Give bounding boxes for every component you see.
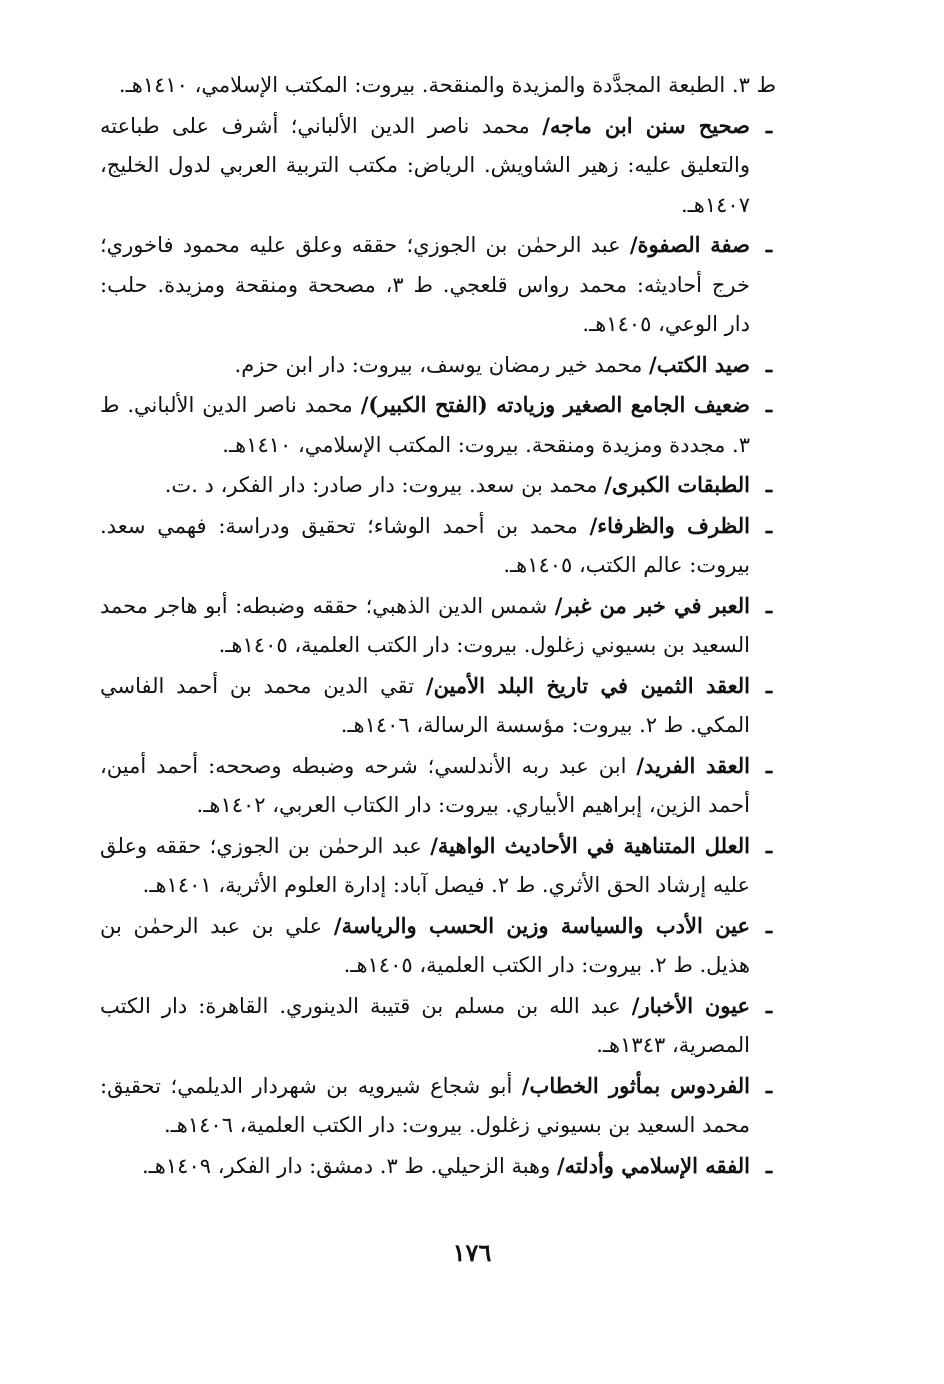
bullet-dash: ـ <box>765 912 773 938</box>
bullet-dash: ـ <box>765 472 773 497</box>
entry-title: العلل المتناهية في الأحاديث الواهية/ <box>430 832 750 858</box>
entry-details: محمد بن سعد. بيروت: دار صادر: دار الفكر، د .ت. <box>164 473 605 497</box>
entry-details: شمس الدين الذهبي؛ حققه وضبطه: أبو هاجر محمد السعيد بن بسيوني زغلول. بيروت: دار الكتب العلمية، ١٤٠٥هـ. <box>100 593 750 657</box>
bibliography-entry <box>100 225 776 345</box>
entry-title: الطبقات الكبرى/ <box>604 472 750 497</box>
bibliography-entry <box>100 465 776 506</box>
entry-title: الفردوس بمأثور الخطاب/ <box>521 1072 750 1098</box>
bibliography-entry <box>100 746 776 826</box>
entry-details: عبد الله بن مسلم بن قتيبة الدينوري. القاهرة: دار الكتب المصرية، ١٣٤٣هـ. <box>100 993 750 1057</box>
entry-title: العقد الفريد/ <box>636 752 750 778</box>
bibliography-entry <box>100 986 776 1066</box>
entry-title: ضعيف الجامع الصغير وزيادته (الفتح الكبير)/ <box>360 392 750 417</box>
entry-title: صيد الكتب/ <box>649 351 750 377</box>
entry-title: صفة الصفوة/ <box>629 232 750 257</box>
bullet-dash: ـ <box>765 1152 773 1178</box>
entry-title: العبر في خبر من غبر/ <box>554 592 750 618</box>
bullet-dash: ـ <box>765 592 773 618</box>
bullet-dash: ـ <box>765 992 773 1018</box>
bibliography-entry <box>100 826 776 906</box>
bullet-dash: ـ <box>765 392 773 417</box>
entry-details: تقي الدين محمد بن أحمد الفاسي المكي. ط ٢. بيروت: مؤسسة الرسالة، ١٤٠٦هـ. <box>100 673 750 737</box>
entry-details: محمد ناصر الدين الألباني. ط ٣. مجددة ومزيدة ومنقحة. بيروت: المكتب الإسلامي، ١٤١٠هـ. <box>100 393 750 457</box>
bibliography-entry <box>100 1066 776 1146</box>
entry-title: الظرف والظرفاء/ <box>589 512 750 538</box>
bibliography-entry <box>100 345 776 386</box>
entry-title: عين الأدب والسياسة وزين الحسب والرياسة/ <box>333 912 750 938</box>
bullet-dash: ـ <box>765 752 773 778</box>
bullet-dash: ـ <box>765 351 773 377</box>
bullet-dash: ـ <box>765 112 773 138</box>
bibliography-entry <box>100 586 776 666</box>
bullet-dash: ـ <box>765 672 773 698</box>
entry-title: الفقه الإسلامي وأدلته/ <box>556 1152 750 1178</box>
entry-details: عبد الرحمٰن بن الجوزي؛ حققه وعلق عليه محمود فاخوري؛ خرج أحاديثه: محمد رواس قلعجي. ط ٣، مصححة ومنقحة ومزيدة. حلب: دار الوعي، ١٤٠٥هـ. <box>100 233 750 336</box>
bibliography-entry <box>100 106 776 226</box>
bibliography-entry <box>100 1146 776 1187</box>
bibliography-entry <box>100 666 776 746</box>
bullet-dash: ـ <box>765 232 773 257</box>
page-number: ١٧٦ <box>452 1238 492 1267</box>
bullet-dash: ـ <box>765 832 773 858</box>
entry-details: علي بن عبد الرحمٰن بن هذيل. ط ٢. بيروت: دار الكتب العلمية، ١٤٠٥هـ. <box>100 913 750 977</box>
entry-details: وهبة الزحيلي. ط ٣. دمشق: دار الفكر، ١٤٠٩هـ. <box>141 1153 557 1178</box>
entry-details: محمد ناصر الدين الألباني؛ أشرف على طباعته والتعليق عليه: زهير الشاويش. الرياض: مكتب التربية العربي لدول الخليج، ١٤٠٧هـ. <box>100 113 750 217</box>
bibliography-entry <box>100 506 776 586</box>
entry-details: أبو شجاع شيرويه بن شهردار الديلمي؛ تحقيق: محمد السعيد بن بسيوني زغلول. بيروت: دار الكتب العلمية، ١٤٠٦هـ. <box>100 1073 750 1137</box>
entry-title: عيون الأخبار/ <box>631 992 750 1018</box>
entry-title: صحيح سنن ابن ماجه/ <box>542 112 750 138</box>
bibliography-entry <box>100 906 776 986</box>
entry-details: عبد الرحمٰن بن الجوزي؛ حققه وعلق عليه إرشاد الحق الأثري. ط ٢. فيصل آباد: إدارة العلوم الأثرية، ١٤٠١هـ. <box>100 833 750 897</box>
bibliography-page <box>100 66 776 1186</box>
entry-details: محمد خير رمضان يوسف، بيروت: دار ابن حزم. <box>234 352 650 377</box>
continued-entry: ط ٣. الطبعة المجدَّدة والمزيدة والمنقحة. بيروت: المكتب الإسلامي، ١٤١٠هـ. <box>118 73 776 97</box>
entry-title: العقد الثمين في تاريخ البلد الأمين/ <box>425 672 750 698</box>
entry-details: محمد بن أحمد الوشاء؛ تحقيق ودراسة: فهمي سعد. بيروت: عالم الكتب، ١٤٠٥هـ. <box>100 513 750 577</box>
entry-details: ابن عبد ربه الأندلسي؛ شرحه وضبطه وصححه: أحمد أمين، أحمد الزين، إبراهيم الأبياري. بيروت: دار الكتاب العربي، ١٤٠٢هـ. <box>100 753 750 817</box>
bullet-dash: ـ <box>765 512 773 538</box>
bibliography-entry <box>100 385 776 465</box>
bullet-dash: ـ <box>765 1072 773 1098</box>
